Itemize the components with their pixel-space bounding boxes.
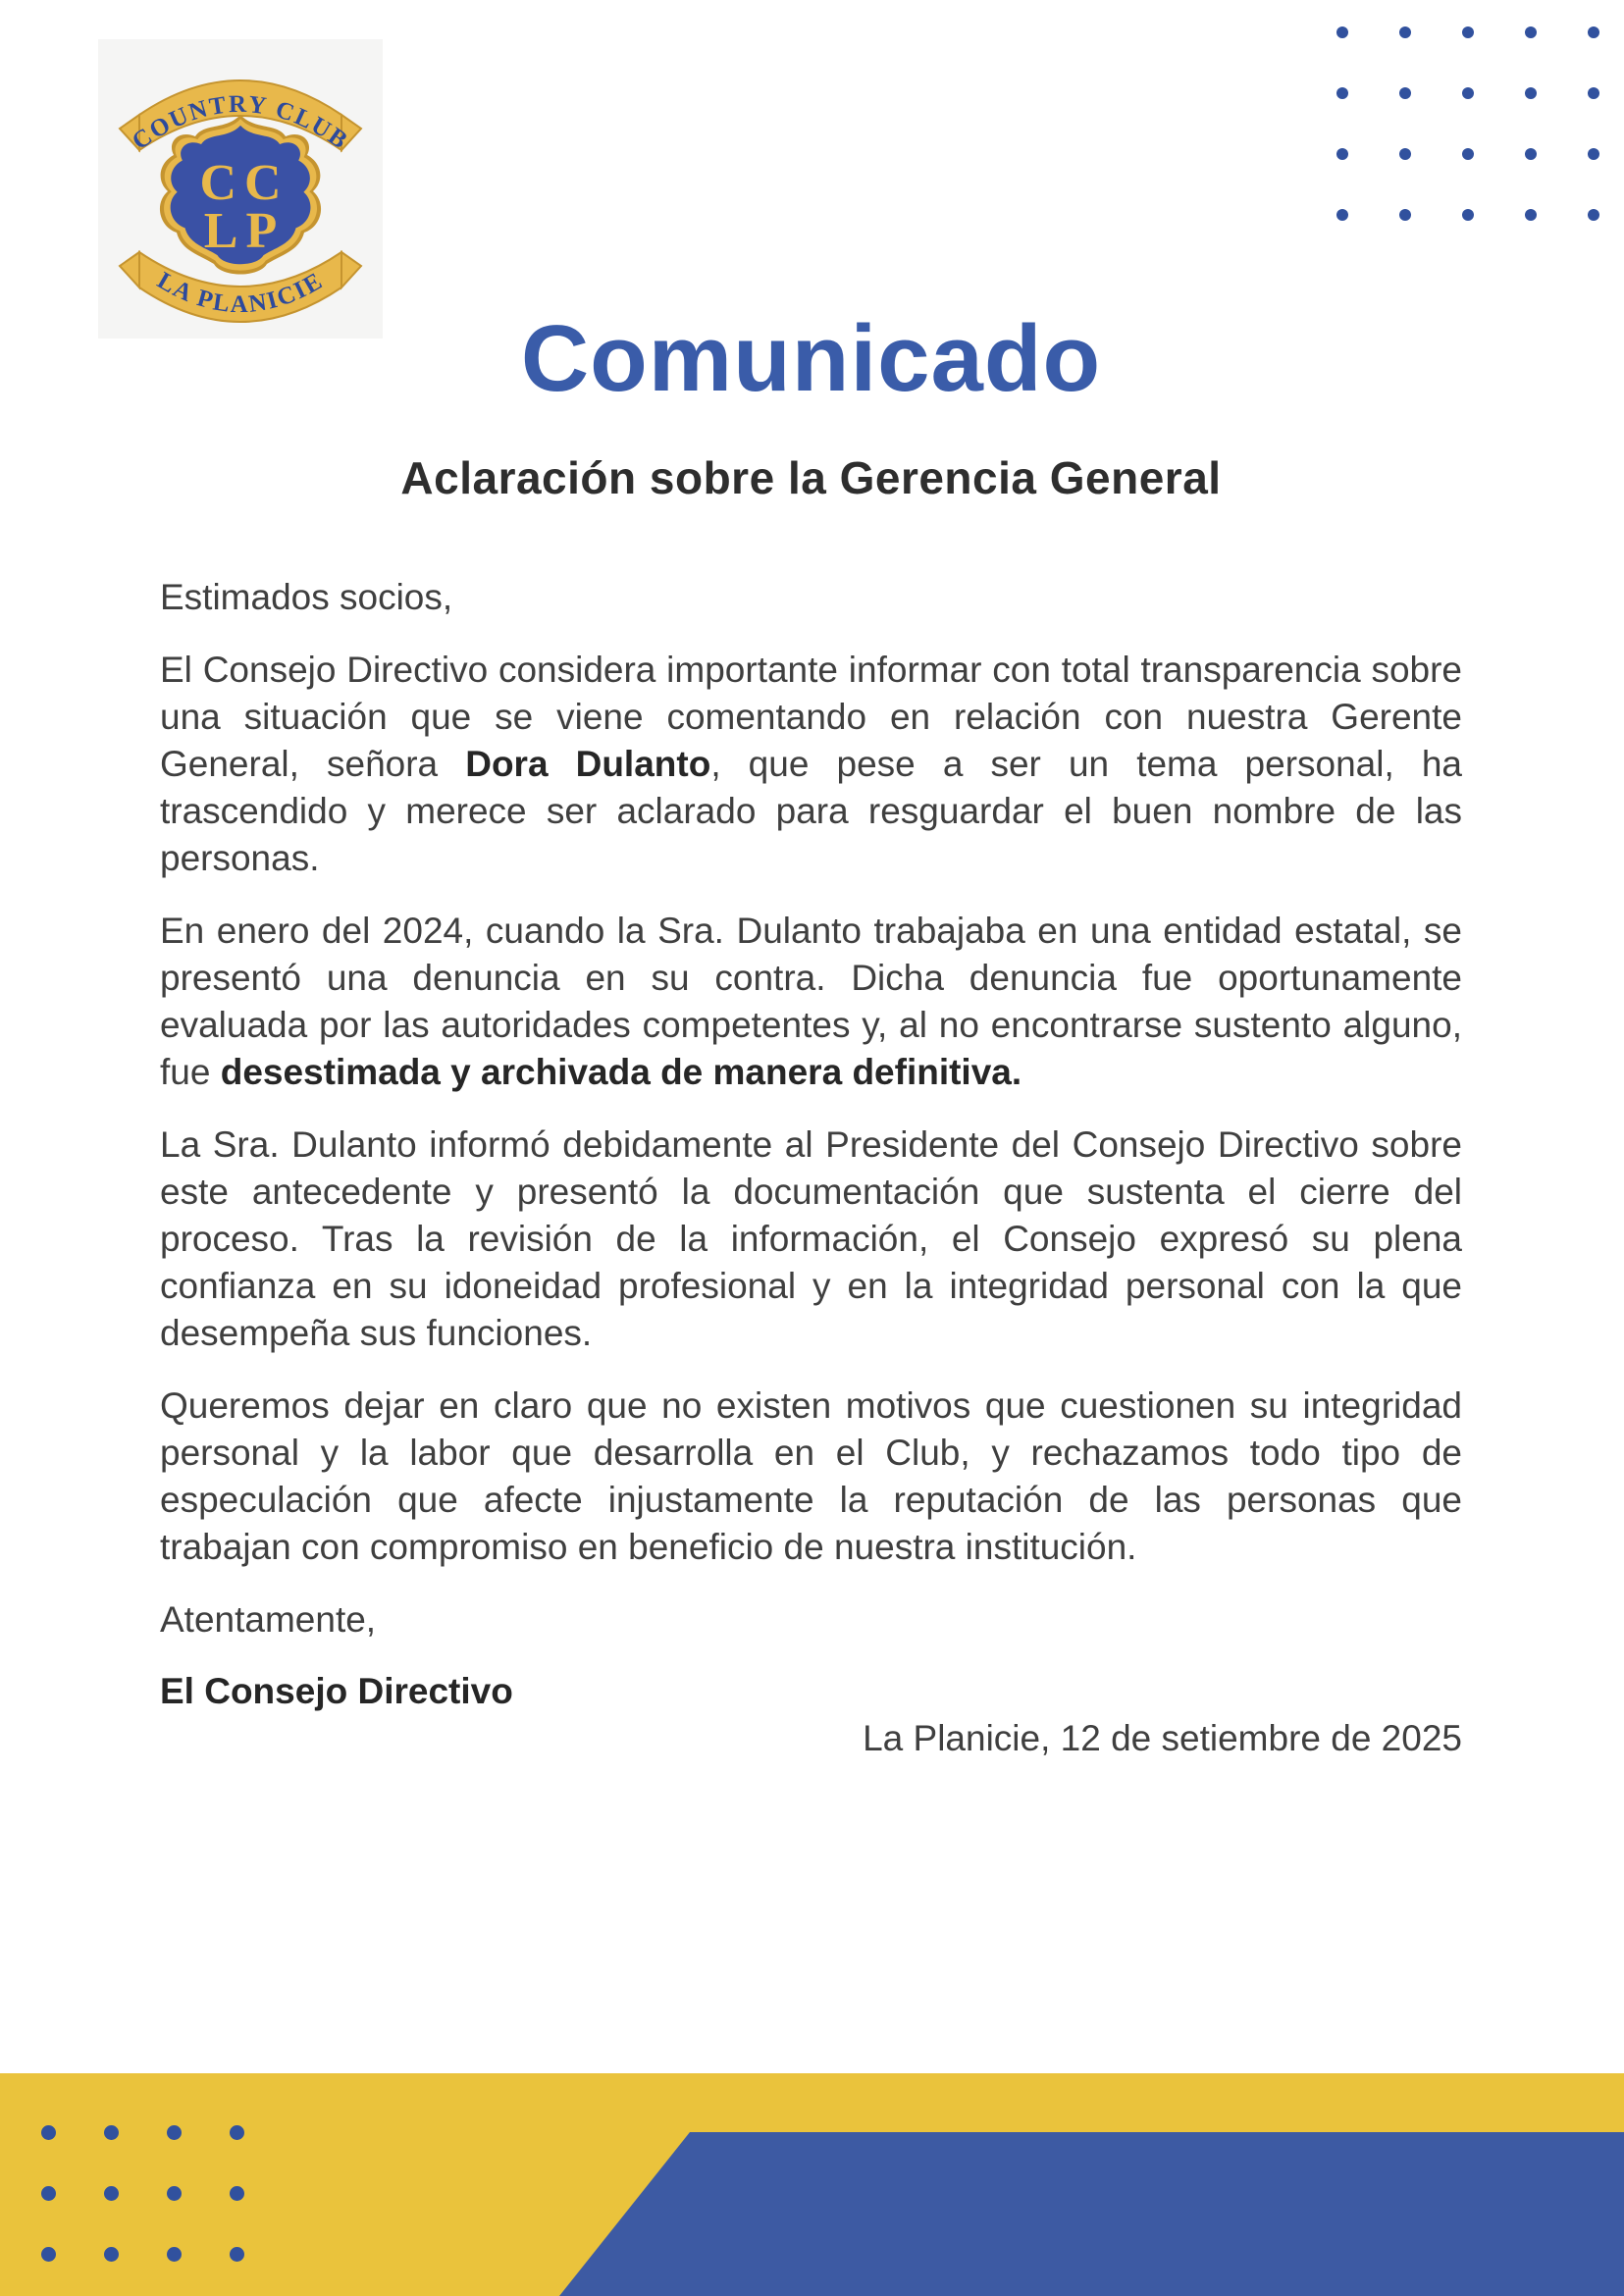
- paragraph: El Consejo Directivo considera importante informar con total transparencia sobre una situación que se viene comentando en relación con nuestra Gerente General, señora Dora Dulanto, que pese a ser un tema personal, ha trascendido y merece ser aclarado para resguardar el buen nombre de las personas.: [160, 650, 1462, 878]
- decorative-dot: [230, 2125, 244, 2140]
- signature: El Consejo Directivo: [160, 1671, 513, 1711]
- decorative-dot: [167, 2186, 182, 2201]
- decorative-dot: [230, 2247, 244, 2262]
- decorative-dot: [167, 2125, 182, 2140]
- monogram-lp: LP: [203, 203, 286, 259]
- decorative-dot: [1462, 26, 1474, 38]
- decorative-dot: [1462, 209, 1474, 221]
- decorative-dot: [104, 2247, 119, 2262]
- decorative-dot: [1588, 148, 1599, 160]
- page-subtitle: Aclaración sobre la Gerencia General: [400, 452, 1222, 503]
- bottom-banner-text: LA PLANICIE: [152, 267, 329, 319]
- page-title: Comunicado: [520, 306, 1102, 411]
- dot-grid-bottom-left: [41, 2125, 244, 2262]
- decorative-dot: [41, 2186, 56, 2201]
- decorative-dot: [1462, 148, 1474, 160]
- decorative-dot: [1525, 26, 1537, 38]
- body-paragraphs: [160, 647, 1462, 1571]
- decorative-dot: [1588, 26, 1599, 38]
- paragraph: La Sra. Dulanto informó debidamente al Presidente del Consejo Directivo sobre este antecedente y presentó la documentación que sustenta el cierre del proceso. Tras la revisión de la información, el Consejo expresó su plena confianza en su idoneidad profesional y en la integridad personal con la que desempeña sus funciones.: [160, 1124, 1462, 1353]
- decorative-dot: [1588, 209, 1599, 221]
- decorative-dot: [41, 2247, 56, 2262]
- decorative-dot: [1525, 87, 1537, 99]
- paragraph: Queremos dejar en claro que no existen motivos que cuestionen su integridad personal y la labor que desarrolla en el Club, y rechazamos todo tipo de especulación que afecte injustamente la reputación de las personas que trabajan con compromiso en beneficio de nuestra institución.: [160, 1385, 1462, 1567]
- bottom-band-blue-shape: [559, 2132, 1624, 2296]
- decorative-dot: [167, 2247, 182, 2262]
- decorative-dot: [1588, 87, 1599, 99]
- decorative-dot: [1525, 209, 1537, 221]
- top-banner-text: COUNTRY CLUB: [127, 90, 354, 156]
- monogram-cc: CC: [199, 155, 289, 211]
- salutation: Estimados socios,: [160, 577, 453, 617]
- decorative-dot: [1525, 148, 1537, 160]
- decorative-dot: [104, 2186, 119, 2201]
- decorative-dot: [41, 2125, 56, 2140]
- decorative-dot: [1462, 87, 1474, 99]
- decorative-dot: [230, 2186, 244, 2201]
- decorative-dot: [104, 2125, 119, 2140]
- paragraph: En enero del 2024, cuando la Sra. Dulanto trabajaba en una entidad estatal, se presentó una denuncia en su contra. Dicha denuncia fue oportunamente evaluada por las autoridades competentes y, al no encontrarse sustento alguno, fue desestimada y archivada de manera definitiva.: [160, 911, 1462, 1092]
- closing: Atentamente,: [160, 1599, 377, 1640]
- ribbon-tail-icon: [120, 252, 139, 287]
- dateline: La Planicie, 12 de setiembre de 2025: [863, 1718, 1462, 1758]
- letter-content: [160, 0, 1462, 1762]
